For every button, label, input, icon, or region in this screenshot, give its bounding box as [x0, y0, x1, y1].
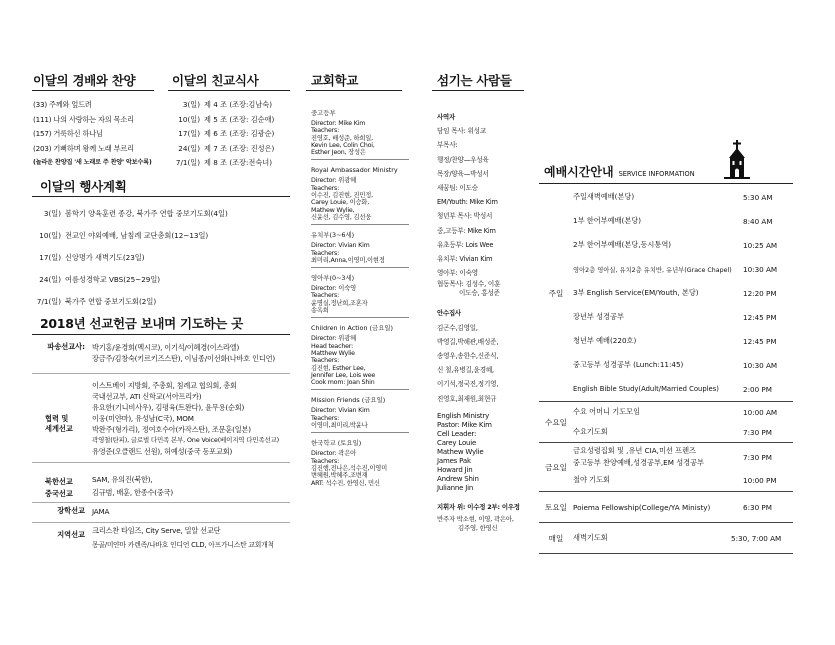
meal-row: 7/1(일) 제 8 조 (조장:전숙녀) [175, 158, 273, 167]
event-row: 10(일) 전교인 야외예배, 남침례 교단총회(12~13일) [39, 231, 209, 240]
service-title: 예배시간안내 [544, 165, 614, 179]
hymn-item: (203) 기뻐하며 왕께 노래 부르리 [33, 143, 134, 153]
event-row: 17(일) 신앙명가 새벽기도(23일) [39, 253, 145, 262]
meal-row: 10(일) 제 5 조 (조장: 김순애) [178, 114, 275, 124]
mission-nk-label: 북한선교 중국선교 [45, 477, 73, 498]
servants-title: 섬기는 사람들 [437, 73, 512, 88]
hymn-item: (157) 거룩하신 하나님 [33, 129, 103, 138]
events-list [33, 203, 228, 313]
service-subtitle: SERVICE INFORMATION [618, 170, 695, 178]
hymn-note: (놀라운 찬양집 '새 노래로 주 찬양' 악보수록) [33, 159, 152, 166]
servants-list: 사역자 담임 목사: 위성교 부목사: 행정/찬양—우성육 목장/양육—박성서 새꿈팀: 이도승 EM/Youth: Mike Kim 청년부 목사: 박성서 중,고등부: Mike Kim 유초등부: Lois Wee 유치부: Vivian Kim 영아부: 이숙영 협동목사: 김성수, 이훈 이도승, 홍성준 안수집사 김곤수,김영일, 박영길,박해관,배성준, 송영우,송한수,신준식, 신 철,유병길,윤경혜, 이기석,정국진,정기영, 진영호,최재원,최현규 English Ministry Pastor: Mike Kim Cell Leader: Carey Louie Mathew Wylie James Pak Howard Jin Andrew Shin Julianne Jin 지휘자 위: 이수정 2부: 이우정 반주자 박소현, 이영, 곽은아, 김주영, 한영신 [437, 113, 520, 532]
meals-list [172, 98, 274, 171]
events-title: 이달의 행사계획 [40, 179, 127, 194]
mission-group-local: 지역선교 크리스찬 타임즈, City Serve, 밀알 선교단 몽골/미얀마 카렌족/나바호 인디언 CLD, 아프가니스탄 교회개척 [57, 526, 274, 549]
service-table [539, 185, 793, 554]
meal-row: 24(일) 제 7 조 (조장: 진성은) [178, 143, 275, 153]
service-group-saturday: 토요일 Poiema Fellowship(College/YA Ministy) 6:30 PM [539, 492, 793, 523]
mission-group-partner: 이스트베이 지방회, 주총회, 침례교 협의회, 총회 국내선교부, ATI 신학교(서아프리카) 유요한(기니비사우), 김평육(트완다), 윤무용(순회) 이웅(미얀마), 유성남(C국), MOM 박완주(형가리), 정여호수아(카작스탄), 조문훈(일본) 곽영철(탄피), 글로벌 다민족 본부, One Voice(베이지역 다민족선교) 유영준(오클랜드 선원), 허예성(중국 동포교회) [92, 381, 279, 456]
meal-row: 17(일) 제 6 조 (조장: 김광순) [178, 129, 275, 138]
event-row: 3(일) 봄학기 양육훈련 종강, 북가주 연합 중보기도회(4일) [43, 209, 228, 218]
mission-group-scholarship: 장학선교 JAMA [57, 506, 110, 516]
service-group-wednesday: 수요일 수요 어머니 기도모임 10:00 AM 수요기도회 7:30 PM [539, 402, 793, 443]
hymns-list [33, 98, 152, 171]
meal-row: 3(일) 제 4 조 (조장:김남숙) [182, 100, 273, 109]
mission-group-sent: 파송선교사: 박기홍/윤경희(멕시코), 이기석/이혜경(이스라엘) 장금주/김창숙(키르키즈스탄), 이님종/이선화(나바호 인디언) [47, 342, 275, 363]
hymn-item: (111) 나의 사랑하는 자의 목소리 [33, 114, 134, 124]
meals-title: 이달의 친교식사 [172, 73, 259, 88]
service-group-daily: 매일 새벽기도회 5:30, 7:00 AM [539, 523, 793, 554]
mission-group-nk: SAM, 유의진(북한), 김규범, 배훈, 한종수(중국) [92, 475, 173, 497]
mission-partner-label: 협력 및 세계선교 [45, 414, 73, 433]
hymn-item: (33) 주께와 엎드려 [33, 100, 92, 109]
event-row: 24(일) 여름성경학교 VBS(25~29일) [39, 275, 161, 284]
missions-title: 2018년 선교헌금 보내며 기도하는 곳 [40, 316, 243, 331]
service-group-friday: 금요일 금요성령집회 및 ,유년 CIA,미션 프렌즈 7:30 PM 중고등부 찬양예배,성경공부,EM 성경공부 철야 기도회 10:00 PM [539, 443, 793, 492]
school-list: 중고등부 Director: Mike Kim Teachers: 진영호, 배성준, 하희일, Kevin Lee, Colin Choi, Esther Jeon, 장성은 Royal Ambassador Ministry Director: 위광혜 Teachers: 이수진, 김진현, 진민정, Carey Louie, 이승화, Mathew Wylie, 신윤선, 김수영, 김선웅 유치부(3~6세) Director: Vivian Kim Teachers: 최미리,Anna,이영미,이현정 영아부(0~3세) Director: 이숙영 Teachers: 윤명실,정난희,조혼자 송옥희 Children in Action (금요일) Director: 위광혜 Head teacher: Matthew Wylie Teachers: 김진현, Esther Lee, Jennifer Lee, Lois wee Cook mom: Joan Shin Mission Friends (금요일) Director: Vivian Kim Teachers: 이영미,최미리,박윤나 한국학교 (토요일) Director: 곽은아 Teachers: 김진행,전나은,석수진,이영미 변혜원,박혜주,조변재 ART: 석수진, 한영신, 민신 [311, 106, 409, 487]
school-title: 교회학교 [311, 73, 359, 88]
event-row: 7/1(일) 북가주 연합 중보기도회(2일) [36, 297, 157, 306]
service-heading [544, 163, 695, 180]
hymns-title: 이달의 경배와 찬양 [33, 73, 136, 88]
church-icon [724, 140, 750, 182]
service-group-sunday: 주일 주일새벽예배(본당) 5:30 AM 1부 한어부예배(본당) 8:40 AM 2부 한어부예배(본당,동시통역) 10:25 AM 영아2층 영아실, 유치2층 유치반, 유년부(Grace Chapel) 10:30 AM 3부 English Service(EM/Youth, 본당) 12:20 PM 장년부 성경공부 12:45 PM 청년부 예배(220호) 12:45 PM 중고등부 성경공부 (Lunch:11:45) 10:30 AM English Bible Study(Adult/Married Couples) 2:00 PM [539, 185, 793, 402]
